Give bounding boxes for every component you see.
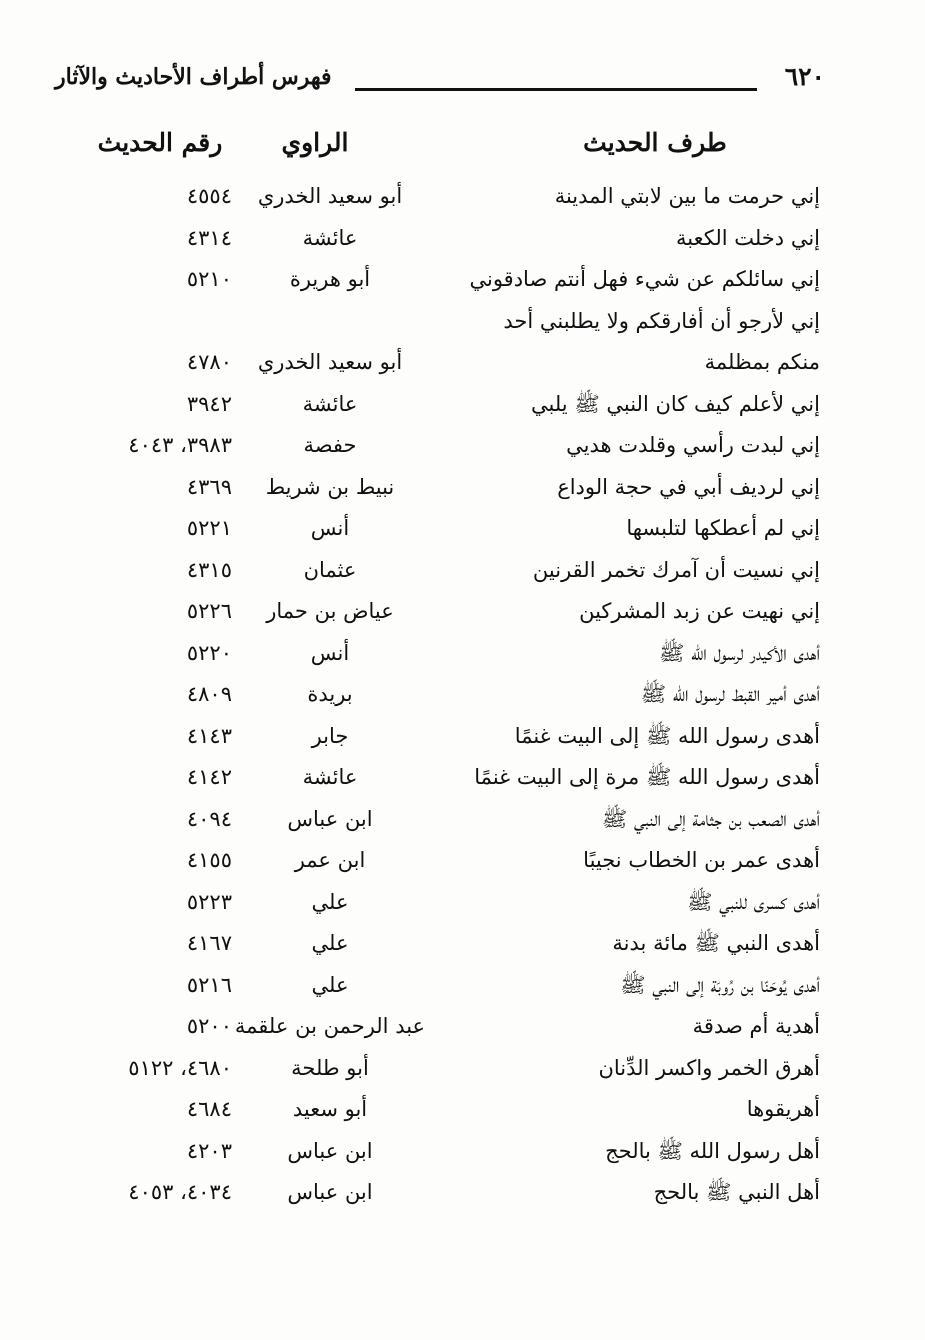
hadith-start-text: إني لأرجو أن أفارقكم ولا يطلبني أحد bbox=[503, 308, 820, 333]
table-row bbox=[0, 467, 925, 509]
narrator-name: جابر bbox=[311, 723, 349, 748]
page-header bbox=[55, 62, 825, 112]
hadith-number: ٤٠٣٤، ٤٠٥٣ bbox=[128, 1180, 232, 1204]
table-row bbox=[0, 550, 925, 592]
table-row bbox=[0, 301, 925, 343]
index-table bbox=[0, 176, 925, 1214]
hadith-start-text: إني لم أعطكها لتلبسها bbox=[626, 516, 820, 540]
header-rule bbox=[355, 88, 757, 91]
narrator-name: علي bbox=[311, 889, 349, 914]
narrator-name: عبد الرحمن بن علقمة bbox=[234, 1014, 426, 1038]
narrator-name: أنس bbox=[310, 640, 350, 665]
hadith-number: ٥٢٠٠ bbox=[186, 1014, 232, 1038]
narrator-name: عائشة bbox=[302, 765, 358, 789]
table-row bbox=[0, 1006, 925, 1048]
hadith-start-text: أهدى النبي ﷺ مائة بدنة bbox=[612, 931, 820, 955]
table-row bbox=[0, 799, 925, 841]
hadith-number: ٤٦٨٤ bbox=[186, 1097, 232, 1121]
hadith-number: ٤١٤٢ bbox=[186, 765, 232, 789]
hadith-number: ٤٠٩٤ bbox=[186, 806, 232, 831]
table-row bbox=[0, 965, 925, 1007]
hadith-start-text: أهدى رسول الله ﷺ إلى البيت غنمًا bbox=[514, 723, 820, 748]
hadith-start-text: أهدى رسول الله ﷺ مرة إلى البيت غنمًا bbox=[474, 765, 820, 789]
hadith-number: ٤١٦٧ bbox=[186, 931, 232, 955]
hadith-start-text: إني حرمت ما بين لابتي المدينة bbox=[554, 184, 820, 208]
hadith-start-text: أهل رسول الله ﷺ بالحج bbox=[605, 1138, 820, 1163]
table-row bbox=[0, 674, 925, 716]
table-row bbox=[0, 840, 925, 882]
hadith-number: ٤٣١٤ bbox=[186, 225, 232, 250]
hadith-number: ٣٩٨٣، ٤٠٤٣ bbox=[128, 433, 232, 457]
table-row bbox=[0, 1089, 925, 1131]
column-header-hadith-number: رقم الحديث bbox=[97, 128, 223, 157]
table-row bbox=[0, 591, 925, 633]
narrator-name: نبيط بن شريط bbox=[265, 474, 395, 499]
table-row bbox=[0, 923, 925, 965]
table-row bbox=[0, 176, 925, 218]
hadith-number: ٤٧٨٠ bbox=[186, 350, 232, 374]
page-number: ٦٢٠ bbox=[784, 62, 825, 91]
narrator-name: ابن عباس bbox=[287, 806, 373, 831]
hadith-start-text: أهدى الأكيدر لرسول الله ﷺ bbox=[659, 640, 820, 665]
hadith-start-text: أهدى الصعب بن جثامة إلى النبي ﷺ bbox=[601, 806, 820, 831]
hadith-number: ٤١٤٣ bbox=[186, 723, 232, 748]
narrator-name: عياض بن حمار bbox=[266, 599, 394, 623]
table-row bbox=[0, 633, 925, 675]
hadith-number: ٤٨٠٩ bbox=[186, 682, 232, 706]
column-header-hadith-start: طرف الحديث bbox=[583, 128, 727, 157]
hadith-number: ٥٢١٦ bbox=[186, 972, 232, 997]
hadith-number: ٥٢١٠ bbox=[186, 267, 232, 291]
hadith-number: ٤١٥٥ bbox=[186, 848, 232, 872]
hadith-number: ٤٢٠٣ bbox=[186, 1138, 232, 1163]
hadith-number: ٤٣٦٩ bbox=[186, 474, 232, 499]
narrator-name: أنس bbox=[310, 516, 350, 540]
table-row bbox=[0, 384, 925, 426]
hadith-start-text: أهدية أم صدقة bbox=[692, 1014, 820, 1038]
hadith-number: ٣٩٤٢ bbox=[186, 391, 232, 416]
hadith-number: ٥٢٢٣ bbox=[186, 889, 232, 914]
table-row bbox=[0, 218, 925, 260]
hadith-number: ٥٢٢٦ bbox=[186, 599, 232, 623]
narrator-name: أبو سعيد الخدري bbox=[257, 184, 403, 208]
narrator-name: علي bbox=[311, 972, 349, 997]
hadith-start-text: أهدى عمر بن الخطاب نجيبًا bbox=[583, 848, 820, 872]
hadith-number: ٥٢٢١ bbox=[186, 516, 232, 540]
hadith-start-text: إني لبدت رأسي وقلدت هديي bbox=[566, 433, 820, 457]
narrator-name: حفصة bbox=[303, 433, 357, 457]
table-row bbox=[0, 1172, 925, 1214]
narrator-name: عائشة bbox=[302, 391, 358, 416]
narrator-name: علي bbox=[311, 931, 349, 955]
hadith-number: ٥٢٢٠ bbox=[186, 640, 232, 665]
hadith-start-text: إني لأعلم كيف كان النبي ﷺ يلبي bbox=[531, 391, 820, 416]
table-row bbox=[0, 1131, 925, 1173]
narrator-name: عثمان bbox=[303, 557, 357, 582]
narrator-name: أبو طلحة bbox=[291, 1055, 369, 1080]
running-title: فهرس أطراف الأحاديث والآثار bbox=[55, 64, 332, 90]
table-row bbox=[0, 425, 925, 467]
hadith-start-text: إني سائلكم عن شيء فهل أنتم صادقوني bbox=[469, 267, 820, 291]
table-row bbox=[0, 757, 925, 799]
narrator-name: ابن عباس bbox=[287, 1138, 373, 1163]
table-row bbox=[0, 882, 925, 924]
narrator-name: عائشة bbox=[302, 225, 358, 250]
table-row bbox=[0, 259, 925, 301]
table-row bbox=[0, 1048, 925, 1090]
hadith-start-text: إني نسيت أن آمرك تخمر القرنين bbox=[532, 557, 820, 582]
hadith-start-text: أهدى يُوحَنّا بن رُوبَة إلى النبي ﷺ bbox=[620, 972, 820, 997]
hadith-number: ٤٥٥٤ bbox=[186, 184, 232, 208]
narrator-name: أبو سعيد bbox=[292, 1097, 368, 1121]
table-row bbox=[0, 716, 925, 758]
hadith-start-text: أهرق الخمر واكسر الدِّنان bbox=[598, 1055, 820, 1080]
table-row bbox=[0, 508, 925, 550]
hadith-start-text: إني دخلت الكعبة bbox=[676, 225, 820, 250]
narrator-name: أبو هريرة bbox=[289, 267, 371, 291]
narrator-name: أبو سعيد الخدري bbox=[257, 350, 403, 374]
hadith-start-text: أهدى أمير القبط لرسول الله ﷺ bbox=[640, 682, 820, 706]
table-row bbox=[0, 342, 925, 384]
hadith-number: ٤٣١٥ bbox=[186, 557, 232, 582]
hadith-start-text: أهل النبي ﷺ بالحج bbox=[653, 1180, 820, 1204]
narrator-name: بريدة bbox=[307, 682, 353, 706]
hadith-start-text: أهدى كسرى للنبي ﷺ bbox=[687, 889, 820, 914]
narrator-name: ابن عمر bbox=[294, 848, 366, 872]
hadith-start-text: منكم بمظلمة bbox=[704, 350, 820, 374]
column-header-narrator: الراوي bbox=[281, 128, 349, 157]
hadith-start-text: إني نهيت عن زبد المشركين bbox=[579, 599, 820, 623]
hadith-start-text: إني لرديف أبي في حجة الوداع bbox=[557, 474, 820, 499]
hadith-number: ٤٦٨٠، ٥١٢٢ bbox=[128, 1055, 232, 1080]
narrator-name: ابن عباس bbox=[287, 1180, 373, 1204]
hadith-start-text: أهريقوها bbox=[746, 1097, 820, 1121]
